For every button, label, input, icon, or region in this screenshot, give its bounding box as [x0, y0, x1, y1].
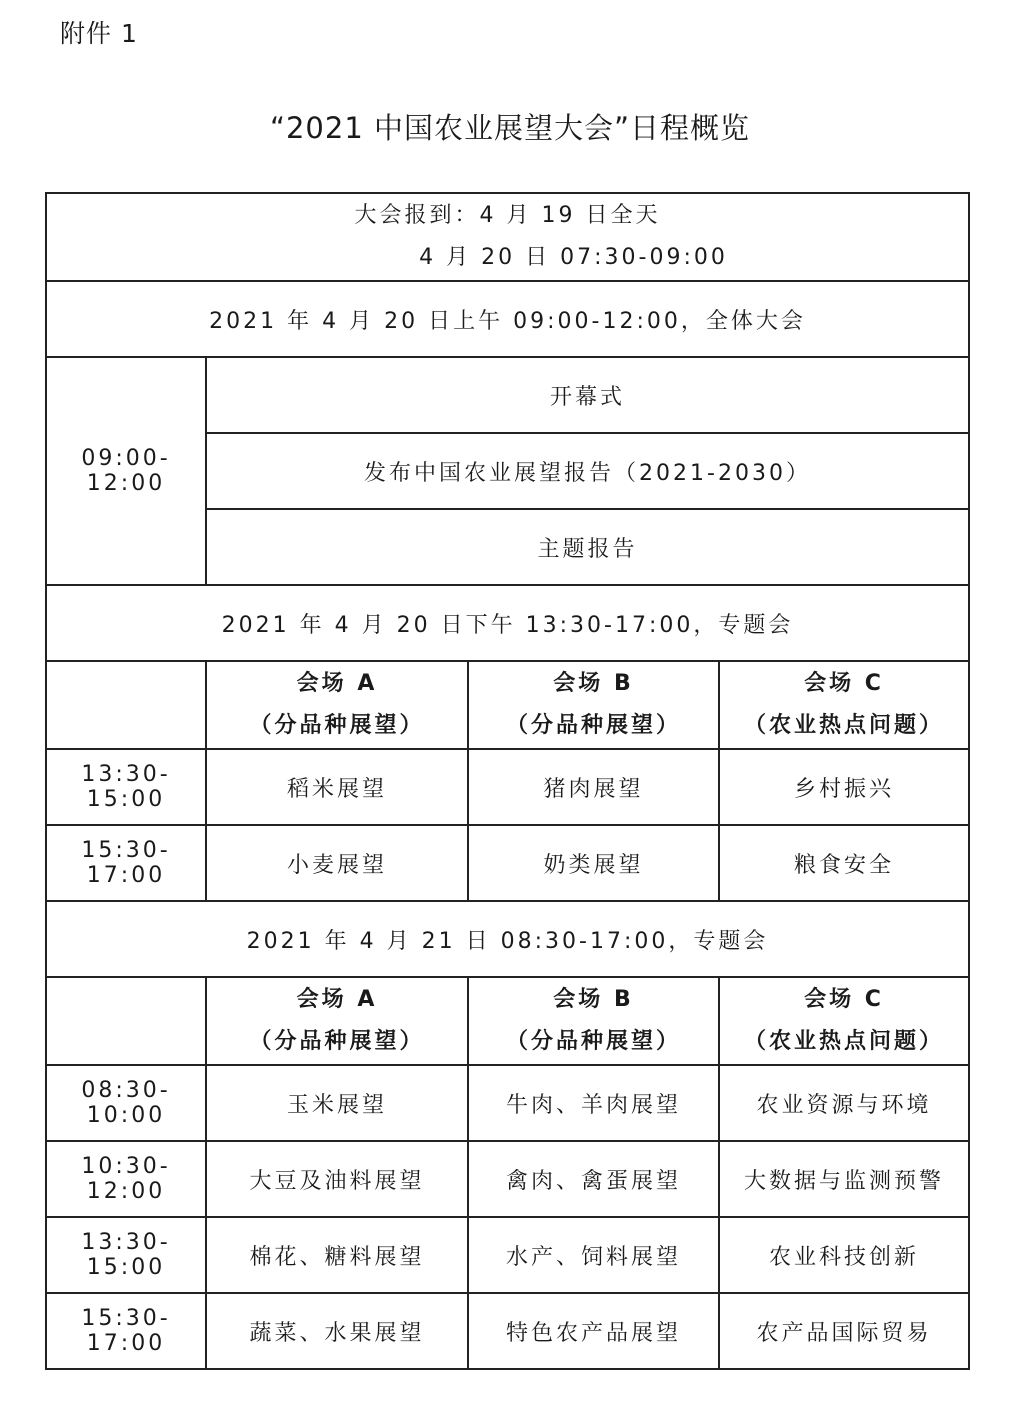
session-a: 稻米展望: [206, 749, 468, 825]
session-time: 15:30-17:00: [46, 1293, 206, 1369]
venue-desc: （分品种展望）: [505, 1029, 681, 1054]
session-c: 大数据与监测预警: [719, 1141, 969, 1217]
session-b: 奶类展望: [468, 825, 719, 901]
venue-name: 会场 B: [553, 987, 634, 1012]
venue-desc: （农业热点问题）: [744, 1029, 945, 1054]
session-a: 玉米展望: [206, 1065, 468, 1141]
venue-desc: （分品种展望）: [505, 713, 681, 738]
session-a: 棉花、糖料展望: [206, 1217, 468, 1293]
venue-name: 会场 A: [296, 671, 378, 696]
session-a: 大豆及油料展望: [206, 1141, 468, 1217]
session-time: 10:30-12:00: [46, 1141, 206, 1217]
venue-name: 会场 B: [553, 671, 634, 696]
venue-a-header: [206, 661, 468, 749]
session-c: 乡村振兴: [719, 749, 969, 825]
venue-name: 会场 C: [804, 987, 884, 1012]
venue-desc: （分品种展望）: [249, 1029, 425, 1054]
session-b: 水产、饲料展望: [468, 1217, 719, 1293]
registration-line-1: 大会报到：4 月 19 日全天: [354, 203, 661, 228]
section-heading-row: [46, 901, 969, 977]
session-time: 15:30-17:00: [46, 825, 206, 901]
empty-cell: [46, 977, 206, 1065]
venue-desc: （农业热点问题）: [744, 713, 945, 738]
session-b: 禽肉、禽蛋展望: [468, 1141, 719, 1217]
venue-a-header: [206, 977, 468, 1065]
session-b: 特色农产品展望: [468, 1293, 719, 1369]
table-row: [46, 825, 969, 901]
day2-heading: 2021 年 4 月 21 日 08:30-17:00，专题会: [46, 901, 969, 977]
venue-b-header: [468, 661, 719, 749]
venue-header-row: [46, 977, 969, 1065]
session-a: 蔬菜、水果展望: [206, 1293, 468, 1369]
session-b: 猪肉展望: [468, 749, 719, 825]
plenary-time: 09:00-12:00: [46, 357, 206, 585]
session-c: 农产品国际贸易: [719, 1293, 969, 1369]
table-row: [46, 1217, 969, 1293]
plenary-item: 开幕式: [206, 357, 969, 433]
plenary-heading: 2021 年 4 月 20 日上午 09:00-12:00，全体大会: [46, 281, 969, 357]
attachment-label: 附件 1: [60, 19, 138, 48]
session-c: 农业资源与环境: [719, 1065, 969, 1141]
schedule-table: [45, 192, 970, 1370]
session-time: 08:30-10:00: [46, 1065, 206, 1141]
session-b: 牛肉、羊肉展望: [468, 1065, 719, 1141]
venue-name: 会场 C: [804, 671, 884, 696]
plenary-item: 主题报告: [206, 509, 969, 585]
table-row: [46, 1293, 969, 1369]
plenary-row: [46, 357, 969, 433]
session-time: 13:30-15:00: [46, 1217, 206, 1293]
day1-pm-heading: 2021 年 4 月 20 日下午 13:30-17:00，专题会: [46, 585, 969, 661]
session-a: 小麦展望: [206, 825, 468, 901]
empty-cell: [46, 661, 206, 749]
venue-c-header: [719, 661, 969, 749]
table-row: [46, 1065, 969, 1141]
venue-c-header: [719, 977, 969, 1065]
section-heading-row: [46, 585, 969, 661]
session-time: 13:30-15:00: [46, 749, 206, 825]
registration-line-2: 4 月 20 日 07:30-09:00: [419, 245, 728, 270]
registration-row: [46, 193, 969, 281]
page-title: “2021 中国农业展望大会”日程概览: [269, 111, 751, 145]
venue-name: 会场 A: [296, 987, 378, 1012]
venue-desc: （分品种展望）: [249, 713, 425, 738]
session-c: 粮食安全: [719, 825, 969, 901]
venue-header-row: [46, 661, 969, 749]
registration-cell: [46, 193, 969, 281]
section-heading-row: [46, 281, 969, 357]
table-row: [46, 749, 969, 825]
session-c: 农业科技创新: [719, 1217, 969, 1293]
plenary-item: 发布中国农业展望报告（2021-2030）: [206, 433, 969, 509]
table-row: [46, 1141, 969, 1217]
venue-b-header: [468, 977, 719, 1065]
